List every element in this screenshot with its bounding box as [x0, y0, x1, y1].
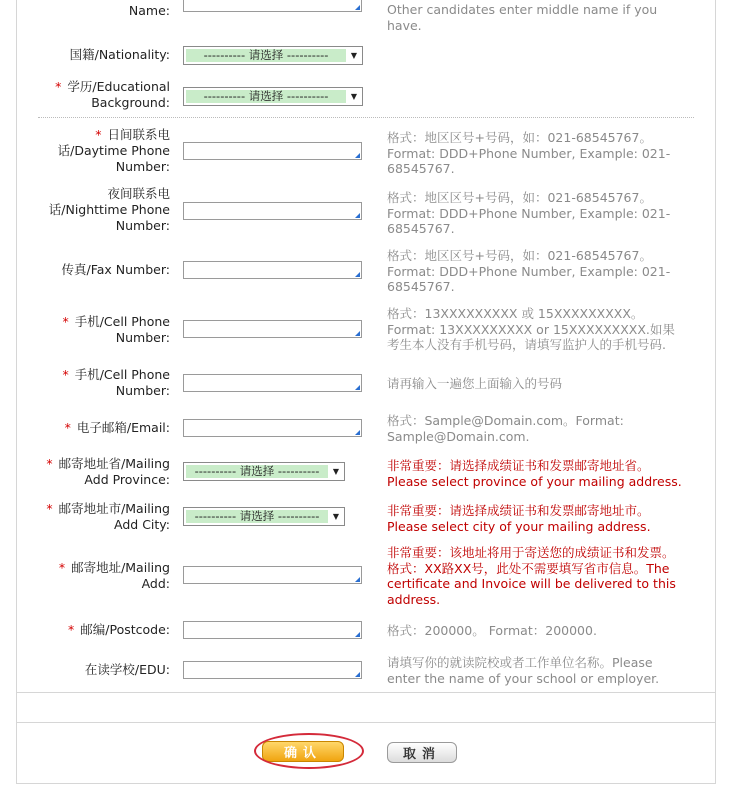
chevron-down-icon: ▼: [350, 92, 358, 101]
daytime-phone-input[interactable]: [183, 142, 362, 160]
middle-name-input[interactable]: [183, 0, 362, 12]
school-label: 在读学校/EDU:: [84, 662, 170, 677]
form-bottom-line: [17, 692, 715, 693]
school-hint: 请填写你的就读院校或者工作单位名称。Please enter the name of your school or employer.: [387, 655, 660, 686]
highlight-ring: [254, 733, 364, 769]
email-hint: 格式：Sample@Domain.com。Format: Sample@Domain.com.: [387, 413, 624, 444]
cell-phone-confirm-hint: 请再输入一遍您上面输入的号码: [387, 376, 563, 391]
chevron-down-icon: ▼: [350, 51, 358, 60]
postcode-input[interactable]: [183, 621, 362, 639]
cell-phone-label: * 手机/Cell Phone Number:: [62, 314, 170, 345]
school-input[interactable]: [183, 661, 362, 679]
section-divider: [38, 117, 694, 118]
chevron-down-icon: ▼: [332, 512, 340, 521]
button-bar-line: [17, 722, 715, 723]
fax-hint: 格式：地区区号+号码，如：021-68545767。Format: DDD+Phone Number, Example: 021-68545767.: [387, 248, 671, 294]
nighttime-phone-hint: 格式：地区区号+号码，如：021-68545767。Format: DDD+Phone Number, Example: 021-68545767.: [387, 190, 671, 236]
mailing-city-label: * 邮寄地址市/Mailing Add City:: [46, 501, 170, 532]
mailing-province-label: * 邮寄地址省/Mailing Add Province:: [46, 456, 170, 487]
middle-name-hint: Other candidates enter middle name if you have.: [387, 2, 658, 33]
cancel-button[interactable]: 取消: [387, 742, 457, 763]
nationality-label: 国籍/Nationality:: [69, 47, 170, 62]
email-label: * 电子邮箱/Email:: [64, 420, 170, 435]
daytime-phone-label: * 日间联系电 话/Daytime Phone Number:: [57, 127, 170, 174]
postcode-label: * 邮编/Postcode:: [68, 622, 170, 637]
mailing-city-hint: 非常重要：请选择成绩证书和发票邮寄地址市。Please select city of your mailing address.: [387, 503, 651, 534]
mailing-province-hint: 非常重要：请选择成绩证书和发票邮寄地址省。Please select province of your mailing address.: [387, 458, 682, 489]
nighttime-phone-label: 夜间联系电 话/Nighttime Phone Number:: [48, 186, 170, 233]
name-label-tail: Name:: [128, 3, 170, 18]
mailing-province-select[interactable]: ---------- 请选择 ---------- ▼: [183, 462, 345, 481]
nationality-select[interactable]: ---------- 请选择 ---------- ▼: [183, 46, 363, 65]
cell-phone-confirm-input[interactable]: [183, 374, 362, 392]
daytime-phone-hint: 格式：地区区号+号码，如：021-68545767。Format: DDD+Phone Number, Example: 021-68545767.: [387, 130, 671, 176]
mailing-address-hint: 非常重要：该地址将用于寄送您的成绩证书和发票。 格式：XX路XX号，此处不需要填写省市信息。The certificate and Invoice will be delivered to this address.: [387, 545, 676, 607]
education-label: * 学历/Educational Background:: [55, 79, 170, 110]
fax-input[interactable]: [183, 261, 362, 279]
mailing-address-label: * 邮寄地址/Mailing Add:: [58, 560, 170, 591]
fax-label: 传真/Fax Number:: [61, 262, 170, 277]
mailing-address-input[interactable]: [183, 566, 362, 584]
cell-phone-hint: 格式：13XXXXXXXXX 或 15XXXXXXXXX。Format: 13XXXXXXXXX or 15XXXXXXXXX.如果考生本人没有手机号码，请填写监护人的手机号码.: [387, 306, 675, 352]
email-input[interactable]: [183, 419, 362, 437]
cell-phone-confirm-label: * 手机/Cell Phone Number:: [62, 367, 170, 398]
cell-phone-input[interactable]: [183, 320, 362, 338]
education-select[interactable]: ---------- 请选择 ---------- ▼: [183, 87, 363, 106]
postcode-hint: 格式：200000。 Format：200000.: [387, 623, 597, 638]
chevron-down-icon: ▼: [332, 467, 340, 476]
confirm-button[interactable]: 确认: [262, 741, 344, 762]
required-mark: *: [55, 79, 62, 94]
mailing-city-select[interactable]: ---------- 请选择 ---------- ▼: [183, 507, 345, 526]
nighttime-phone-input[interactable]: [183, 202, 362, 220]
